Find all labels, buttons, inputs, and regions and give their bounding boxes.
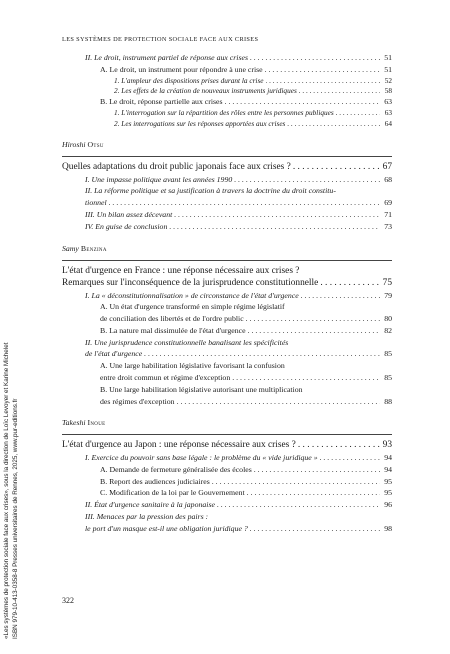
dot-leader xyxy=(174,209,380,221)
dot-leader xyxy=(247,487,380,499)
chapter-title[interactable] xyxy=(62,161,392,174)
toc-entry-page: 95 xyxy=(384,476,392,486)
toc-entry[interactable] xyxy=(62,487,392,499)
toc-entry-title: II. Le droit, instrument partiel de réponse aux crises xyxy=(85,53,248,62)
dot-leader xyxy=(109,197,380,209)
toc-entry[interactable] xyxy=(62,523,392,535)
toc-entry[interactable] xyxy=(62,76,392,86)
dot-leader xyxy=(250,523,380,535)
toc-entry-title: le port d'un masque est-il une obligation juridique ? xyxy=(85,523,248,533)
toc-entry-line: III. Menaces par la pression des pairs : xyxy=(85,511,209,521)
toc-entry-page: 80 xyxy=(384,314,392,324)
sidebar-line-2: ISBN 979-10-413-0358-8 Presses universitaires de Rennes, 2025, www.pur-editions.fr xyxy=(12,398,19,639)
author-given-name: Samy xyxy=(62,243,79,253)
author-family-name: Benzina xyxy=(80,243,107,253)
toc-entry-title: de conciliation des libertés et de l'ordre public xyxy=(100,314,244,324)
dot-leader xyxy=(254,464,380,476)
toc-entry-page: 96 xyxy=(384,500,392,510)
dot-leader xyxy=(298,439,380,452)
toc-entry-title: 1. L'interrogation sur la répartition des rôles entre les personnes publiques xyxy=(114,108,334,118)
toc-entry-title: B. Le droit, réponse partielle aux crises xyxy=(100,97,223,107)
toc-entry[interactable] xyxy=(62,325,392,337)
toc-entry-line: II. Une jurisprudence constitutionnelle banalisant les spécificités xyxy=(85,337,289,347)
toc-entry-page: 88 xyxy=(384,396,392,406)
toc-entry-page: 94 xyxy=(384,452,392,462)
toc-entry[interactable] xyxy=(62,174,392,186)
toc-entry[interactable] xyxy=(62,396,392,408)
author-given-name: Hiroshi xyxy=(62,140,86,150)
chapter-title-text: L'état d'urgence au Japon : une réponse nécessaire aux crises ? xyxy=(62,440,296,451)
dot-leader xyxy=(287,119,380,129)
chapter-rule xyxy=(62,156,392,157)
toc-entry-page: 71 xyxy=(384,209,392,219)
toc-entry-page: 63 xyxy=(384,108,392,118)
toc-entry-page: 63 xyxy=(384,97,392,107)
chapter-title-page: 93 xyxy=(382,440,392,451)
toc-entry[interactable] xyxy=(62,464,392,476)
toc-entry-page: 64 xyxy=(384,118,392,128)
dot-leader xyxy=(250,52,380,64)
toc-entry[interactable] xyxy=(62,476,392,488)
dot-leader xyxy=(212,476,380,488)
toc-entry-page: 68 xyxy=(384,174,392,184)
dot-leader xyxy=(301,290,380,302)
table-of-contents xyxy=(62,52,392,535)
toc-entry-page: 95 xyxy=(384,488,392,498)
toc-entry[interactable] xyxy=(62,119,392,129)
toc-entry-page: 58 xyxy=(384,86,392,95)
dot-leader xyxy=(299,86,380,96)
toc-entry-title: III. Un bilan assez décevant xyxy=(85,209,173,219)
toc-entry[interactable] xyxy=(62,452,392,464)
author-family-name: Otsu xyxy=(87,140,104,150)
chapter-title[interactable] xyxy=(62,277,392,290)
dot-leader xyxy=(248,325,380,337)
dot-leader xyxy=(246,313,380,325)
toc-entry[interactable] xyxy=(62,290,392,302)
dot-leader xyxy=(320,452,380,464)
chapter-author xyxy=(62,140,392,150)
toc-entry-page: 52 xyxy=(384,75,392,85)
toc-entry-title: I. Exercice du pouvoir sans base légale : le problème du « vide juridique » xyxy=(85,452,318,462)
page-number: 322 xyxy=(62,596,74,605)
toc-entry-line: II. La réforme politique et sa justification à travers la doctrine du droit constitu- xyxy=(85,186,336,196)
dot-leader xyxy=(320,277,380,290)
chapter-rule xyxy=(62,260,392,261)
toc-entry-line: A. Une large habilitation législative favorisant la confusion xyxy=(100,361,285,371)
toc-entry-page: 51 xyxy=(384,53,392,62)
dot-leader xyxy=(266,76,380,86)
toc-entry-line: A. Un état d'urgence transformé en simple régime législatif xyxy=(100,302,285,312)
dot-leader xyxy=(177,396,380,408)
toc-entry-title: entre droit commun et régime d'exception xyxy=(100,373,231,383)
running-head: LES SYSTÈMES DE PROTECTION SOCIALE FACE AUX CRISES xyxy=(62,36,259,43)
toc-entry[interactable] xyxy=(62,372,392,384)
toc-entry-title: 2. Les interrogations sur les réponses apportées aux crises xyxy=(114,118,286,128)
dot-leader xyxy=(225,96,380,108)
toc-entry-title: B. Report des audiences judiciaires xyxy=(100,476,210,486)
chapter-title-text: Quelles adaptations du droit public japonais face aux crises ? xyxy=(62,162,291,173)
toc-entry-line: B. Une large habilitation législative autorisant une multiplication xyxy=(100,384,303,394)
author-given-name: Takeshi xyxy=(62,418,86,428)
toc-entry[interactable] xyxy=(62,197,392,209)
toc-entry[interactable] xyxy=(62,96,392,108)
dot-leader xyxy=(336,108,380,118)
toc-entry[interactable] xyxy=(62,221,392,233)
toc-entry-page: 69 xyxy=(384,198,392,208)
chapter-author xyxy=(62,418,392,428)
toc-entry-page: 73 xyxy=(384,221,392,231)
chapter-title-text: Remarques sur l'inconséquence de la jurisprudence constitutionnelle xyxy=(62,278,319,288)
toc-entry-page: 51 xyxy=(384,64,392,74)
sidebar-line-1: «Les systèmes de protection sociale face aux crises», sous la direction de Loïc Levoyer et Karine Michelet xyxy=(3,342,10,639)
toc-entry-title: A. Demande de fermeture généralisée des écoles xyxy=(100,464,252,474)
chapter-author xyxy=(62,244,392,254)
toc-entry[interactable] xyxy=(62,313,392,325)
toc-entry[interactable] xyxy=(62,209,392,221)
dot-leader xyxy=(265,64,380,76)
toc-entry-title: de l'état d'urgence xyxy=(85,349,143,359)
toc-entry-title: tionnel xyxy=(85,198,107,208)
dot-leader xyxy=(234,174,380,186)
toc-entry[interactable] xyxy=(62,64,392,76)
toc-entry-title: 2. Les effets de la création de nouveaux instruments juridiques xyxy=(114,86,297,95)
toc-entry[interactable] xyxy=(62,348,392,360)
toc-entry-page: 98 xyxy=(384,523,392,533)
toc-entry-title: A. Le droit, un instrument pour répondre à une crise xyxy=(100,64,263,74)
copyright-sidebar xyxy=(2,283,42,639)
toc-entry[interactable] xyxy=(62,499,392,511)
chapter-title[interactable] xyxy=(62,439,392,452)
toc-entry-title: II. État d'urgence sanitaire à la japonaise xyxy=(85,500,215,510)
toc-entry-title: IV. En guise de conclusion xyxy=(85,221,168,231)
toc-entry-title: des régimes d'exception xyxy=(100,396,175,406)
toc-entry-title: C. Modification de la loi par le Gouvernement xyxy=(100,488,245,498)
dot-leader xyxy=(144,348,380,360)
dot-leader xyxy=(169,221,380,233)
toc-entry-page: 82 xyxy=(384,325,392,335)
dot-leader xyxy=(217,499,380,511)
chapter-rule xyxy=(62,434,392,435)
toc-entry-title: I. La « déconstitutionnalisation » de circonstance de l'état d'urgence xyxy=(85,290,299,300)
author-family-name: Inoue xyxy=(87,418,106,428)
chapter-title-page: 67 xyxy=(382,162,392,173)
dot-leader xyxy=(232,372,380,384)
toc-entry[interactable] xyxy=(62,52,392,64)
chapter-title-page: 75 xyxy=(382,278,392,288)
toc-entry-title: 1. L'ampleur des dispositions prises durant la crise xyxy=(114,75,264,85)
toc-entry-title: I. Une impasse politique avant les années 1990 xyxy=(85,174,233,184)
toc-entry-page: 85 xyxy=(384,349,392,359)
toc-entry-page: 85 xyxy=(384,373,392,383)
toc-entry-page: 79 xyxy=(384,290,392,300)
toc-entry[interactable] xyxy=(62,108,392,118)
dot-leader xyxy=(293,161,380,174)
toc-entry-page: 94 xyxy=(384,464,392,474)
toc-entry-title: B. La nature mal dissimulée de l'état d'urgence xyxy=(100,325,246,335)
chapter-title-line[interactable]: L'état d'urgence en France : une réponse nécessaire aux crises ? xyxy=(62,265,300,276)
toc-entry[interactable] xyxy=(62,86,392,96)
